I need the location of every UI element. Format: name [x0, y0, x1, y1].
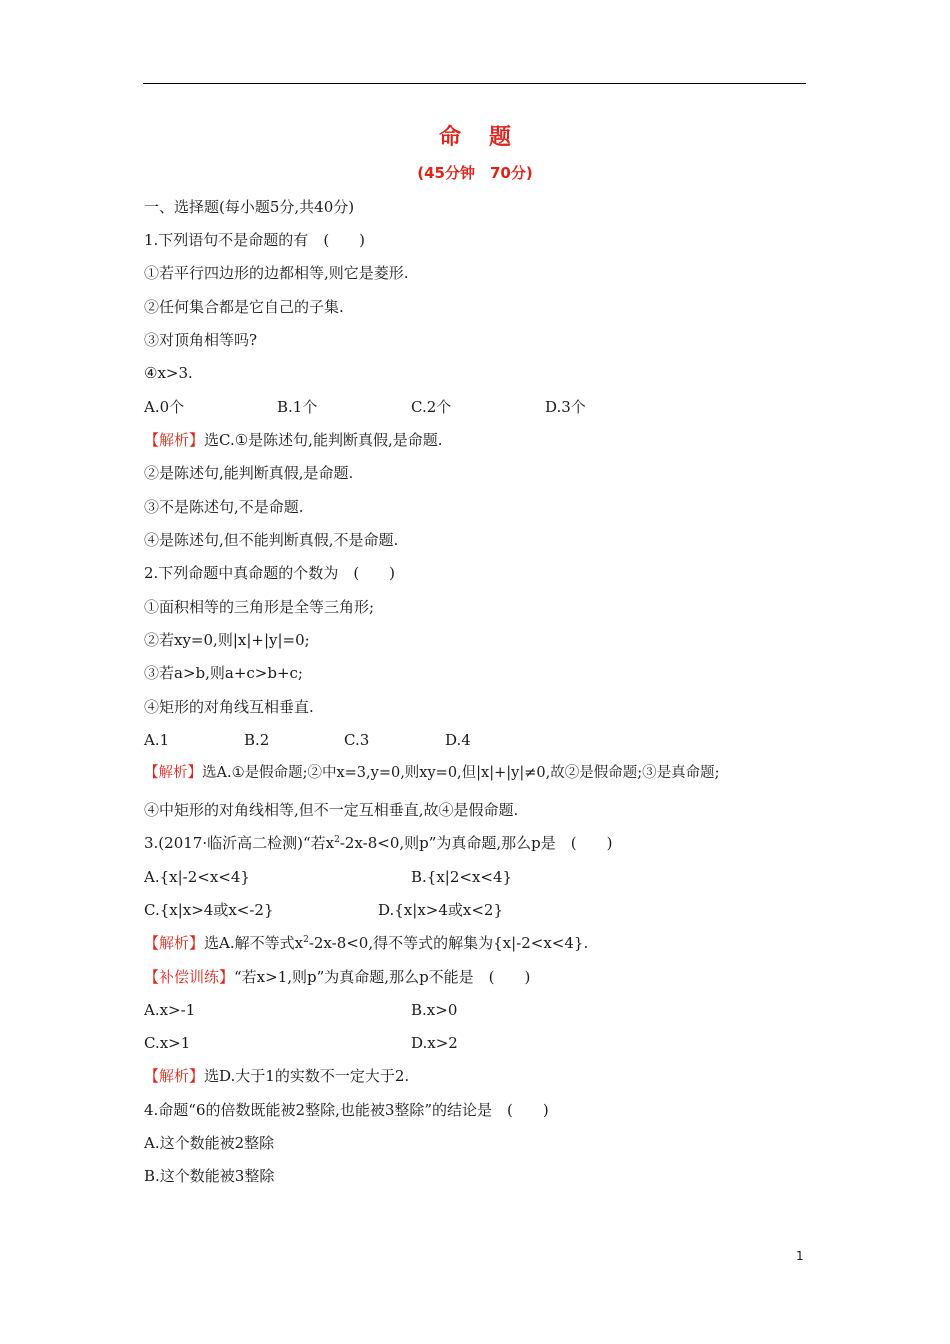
analysis-tag: 【解析】 [144, 431, 205, 449]
q1-analysis-3: ③不是陈述句,不是命题. [144, 498, 304, 516]
q3-stem: 3.(2017·临沂高二检测)“若$x^2-2x-8<0$,则p”为真命题,那么p是 ( ) [144, 834, 613, 852]
q2-item-4: ④矩形的对角线互相垂直. [144, 698, 314, 716]
q3-option-c: C.{x|x>4或x<-2} [144, 901, 274, 919]
q2-item-1: ①面积相等的三角形是全等三角形; [144, 598, 375, 616]
q3-extra-option-a: A.x>-1 [144, 1001, 196, 1019]
page-subtitle: (45分钟 70分) [417, 164, 533, 182]
extra-training-tag: 【补偿训练】 [144, 968, 235, 986]
q1-analysis-4: ④是陈述句,但不能判断真假,不是命题. [144, 531, 399, 549]
q1-item-4: ④x>3. [144, 364, 193, 382]
q1-analysis-1: 【解析】选C.①是陈述句,能判断真假,是命题. [144, 431, 443, 449]
q2-analysis-1: 【解析】选A.①是假命题;②中x=3,y=0,则xy=0,但|x|+|y|≠0,故②是假命题;③是真命题; [144, 765, 720, 781]
q2-option-b: B.2 [244, 731, 270, 749]
section-heading: 一、选择题(每小题5分,共40分) [144, 198, 355, 216]
analysis-tag: 【解析】 [144, 1067, 205, 1085]
q1-item-2: ②任何集合都是它自己的子集. [144, 298, 344, 316]
header-rule [143, 83, 806, 84]
q3-option-b: B.{x|2<x<4} [411, 868, 513, 886]
q2-item-3: ③若a>b,则a+c>b+c; [144, 664, 303, 682]
analysis-tag: 【解析】 [144, 934, 205, 952]
q3-analysis: 【解析】选A.解不等式$x^2-2x-8<0$,得不等式的解集为{x|-2<x<4}. [144, 934, 589, 952]
q2-stem: 2.下列命题中真命题的个数为 ( ) [144, 564, 396, 582]
page-number: 1 [796, 1249, 804, 1263]
q1-option-b: B.1个 [277, 398, 318, 416]
q3-extra-option-b: B.x>0 [411, 1001, 458, 1019]
q2-option-d: D.4 [445, 731, 471, 749]
analysis-tag: 【解析】 [144, 765, 202, 781]
q1-stem: 1.下列语句不是命题的有 ( ) [144, 231, 366, 249]
q2-item-2: ②若xy=0,则|x|+|y|=0; [144, 631, 310, 649]
q3-option-d: D.{x|x>4或x<2} [378, 901, 504, 919]
q2-option-a: A.1 [144, 731, 170, 749]
q4-stem: 4.命题“6的倍数既能被2整除,也能被3整除”的结论是 ( ) [144, 1101, 549, 1119]
q1-item-3: ③对顶角相等吗? [144, 331, 258, 349]
q1-analysis-2: ②是陈述句,能判断真假,是命题. [144, 464, 354, 482]
q3-extra-option-c: C.x>1 [144, 1034, 191, 1052]
q3-extra-analysis: 【解析】选D.大于1的实数不一定大于2. [144, 1067, 410, 1085]
q1-item-1: ①若平行四边形的边都相等,则它是菱形. [144, 264, 409, 282]
q1-option-c: C.2个 [411, 398, 452, 416]
q4-option-b: B.这个数能被3整除 [144, 1167, 275, 1185]
q1-option-d: D.3个 [545, 398, 586, 416]
q3-extra-stem: 【补偿训练】“若x>1,则p”为真命题,那么p不能是 ( ) [144, 968, 531, 986]
q2-option-c: C.3 [344, 731, 370, 749]
page-title: 命题 [438, 125, 539, 150]
q2-analysis-2: ④中矩形的对角线相等,但不一定互相垂直,故④是假命题. [144, 801, 519, 819]
q3-option-a: A.{x|-2<x<4} [144, 868, 250, 886]
q3-extra-option-d: D.x>2 [411, 1034, 458, 1052]
q4-option-a: A.这个数能被2整除 [144, 1134, 275, 1152]
q1-option-a: A.0个 [144, 398, 185, 416]
